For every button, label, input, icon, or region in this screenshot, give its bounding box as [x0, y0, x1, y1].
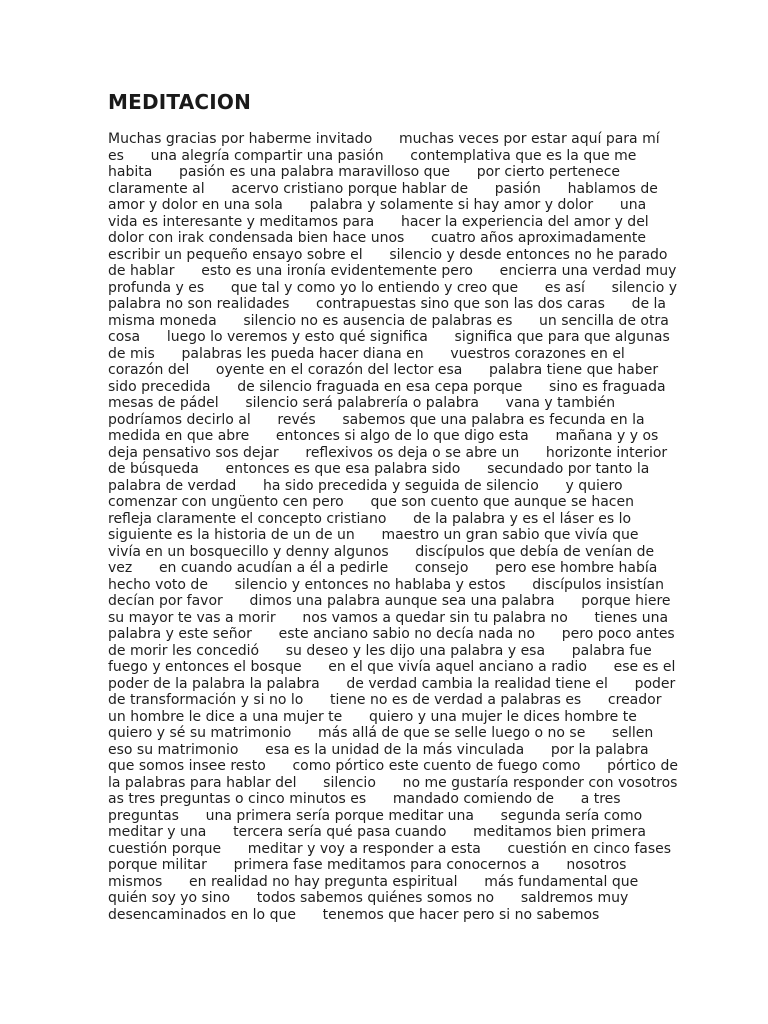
- document-title: MEDITACION: [108, 90, 252, 114]
- text-line: habita pasión es una palabra maravilloso que por cierto pertenece: [108, 164, 621, 180]
- text-line: de hablar esto es una ironía evidentemente pero encierra una verdad muy: [108, 263, 677, 279]
- text-line: mesas de pádel silencio será palabrería o palabra vana y también: [108, 395, 616, 411]
- text-line: palabra y este señor este anciano sabio no decía nada no pero poco antes: [108, 626, 675, 642]
- text-line: hecho voto de silencio y entonces no hablaba y estos discípulos insistían: [108, 576, 664, 593]
- text-line: siguiente es la historia de un de un maestro un gran sabio que vivía que: [108, 527, 639, 543]
- text-line: de morir les concedió su deseo y les dijo una palabra y esa palabra fue: [108, 642, 652, 659]
- text-line: as tres preguntas o cinco minutos es mandado comiendo de a tres: [108, 791, 621, 807]
- text-line: preguntas una primera sería porque meditar una segunda sería como: [108, 807, 643, 824]
- text-line: de búsqueda entonces es que esa palabra sido secundado por tanto la: [108, 461, 650, 477]
- text-line: desencaminados en lo que tenemos que hacer pero si no sabemos: [108, 906, 600, 923]
- text-line: podríamos decirlo al revés sabemos que una palabra es fecunda en la: [108, 411, 645, 428]
- text-line: comenzar con ungüento cen pero que son cuento que aunque se hacen: [108, 494, 634, 510]
- text-line: palabra no son realidades contrapuestas sino que son las dos caras de la: [108, 296, 667, 312]
- text-line: escribir un pequeño ensayo sobre el silencio y desde entonces no he parado: [108, 246, 668, 263]
- text-line: medida en que abre entonces si algo de lo que digo esta mañana y y os: [108, 428, 659, 444]
- text-line: cosa luego lo veremos y esto qué significa significa que para que algunas: [108, 329, 670, 345]
- text-line: misma moneda silencio no es ausencia de palabras es un sencilla de otra: [108, 312, 669, 329]
- text-line: claramente al acervo cristiano porque hablar de pasión hablamos de: [108, 180, 658, 197]
- text-line: Muchas gracias por haberme invitado muchas veces por estar aquí para mí: [108, 131, 660, 147]
- text-line: refleja claramente el concepto cristiano de la palabra y es el láser es lo: [108, 510, 632, 527]
- text-line: quién soy yo sino todos sabemos quiénes somos no saldremos muy: [108, 890, 629, 906]
- text-line: de mis palabras les pueda hacer diana en vuestros corazones en el: [108, 345, 625, 362]
- text-line: que somos insee resto como pórtico este cuento de fuego como pórtico de: [108, 758, 678, 774]
- text-line: vivía en un bosquecillo y denny algunos discípulos que debía de venían de: [108, 543, 655, 560]
- text-line: dolor con irak condensada bien hace unos cuatro años aproximadamente: [108, 230, 647, 246]
- text-line: eso su matrimonio esa es la unidad de la más vinculada por la palabra: [108, 741, 649, 758]
- text-line: su mayor te vas a morir nos vamos a quedar sin tu palabra no tienes una: [108, 609, 669, 626]
- text-line: sido precedida de silencio fraguada en esa cepa porque sino es fraguada: [108, 378, 666, 395]
- text-line: amor y dolor en una sola palabra y solamente si hay amor y dolor una: [108, 197, 647, 213]
- text-line: cuestión porque meditar y voy a responder a esta cuestión en cinco fases: [108, 840, 672, 857]
- text-line: porque militar primera fase meditamos para conocernos a nosotros: [108, 857, 627, 873]
- text-line: deja pensativo sos dejar reflexivos os deja o se abre un horizonte interior: [108, 444, 668, 461]
- text-line: corazón del oyente en el corazón del lector esa palabra tiene que haber: [108, 362, 659, 378]
- text-line: vida es interesante y meditamos para hacer la experiencia del amor y del: [108, 213, 649, 230]
- text-line: de transformación y si no lo tiene no es de verdad a palabras es creador: [108, 692, 662, 708]
- text-line: poder de la palabra la palabra de verdad cambia la realidad tiene el poder: [108, 675, 676, 692]
- text-line: decían por favor dimos una palabra aunque sea una palabra porque hiere: [108, 593, 671, 609]
- text-line: meditar y una tercera sería qué pasa cuando meditamos bien primera: [108, 824, 646, 840]
- text-line: un hombre le dice a una mujer te quiero y una mujer le dices hombre te: [108, 708, 637, 725]
- text-line: palabra de verdad ha sido precedida y seguida de silencio y quiero: [108, 477, 623, 494]
- text-line: quiero y sé su matrimonio más allá de que se selle luego o no se sellen: [108, 725, 654, 741]
- text-line: es una alegría compartir una pasión contemplativa que es la que me: [108, 147, 637, 164]
- document-body: [108, 131, 678, 923]
- text-line: fuego y entonces el bosque en el que vivía aquel anciano a radio ese es el: [108, 659, 676, 675]
- text-line: mismos en realidad no hay pregunta espiritual más fundamental que: [108, 873, 639, 890]
- text-line: vez en cuando acudían a él a pedirle consejo pero ese hombre había: [108, 560, 658, 576]
- text-line: profunda y es que tal y como yo lo entiendo y creo que es así silencio y: [108, 279, 678, 296]
- text-line: la palabras para hablar del silencio no me gustaría responder con vosotros: [108, 774, 678, 791]
